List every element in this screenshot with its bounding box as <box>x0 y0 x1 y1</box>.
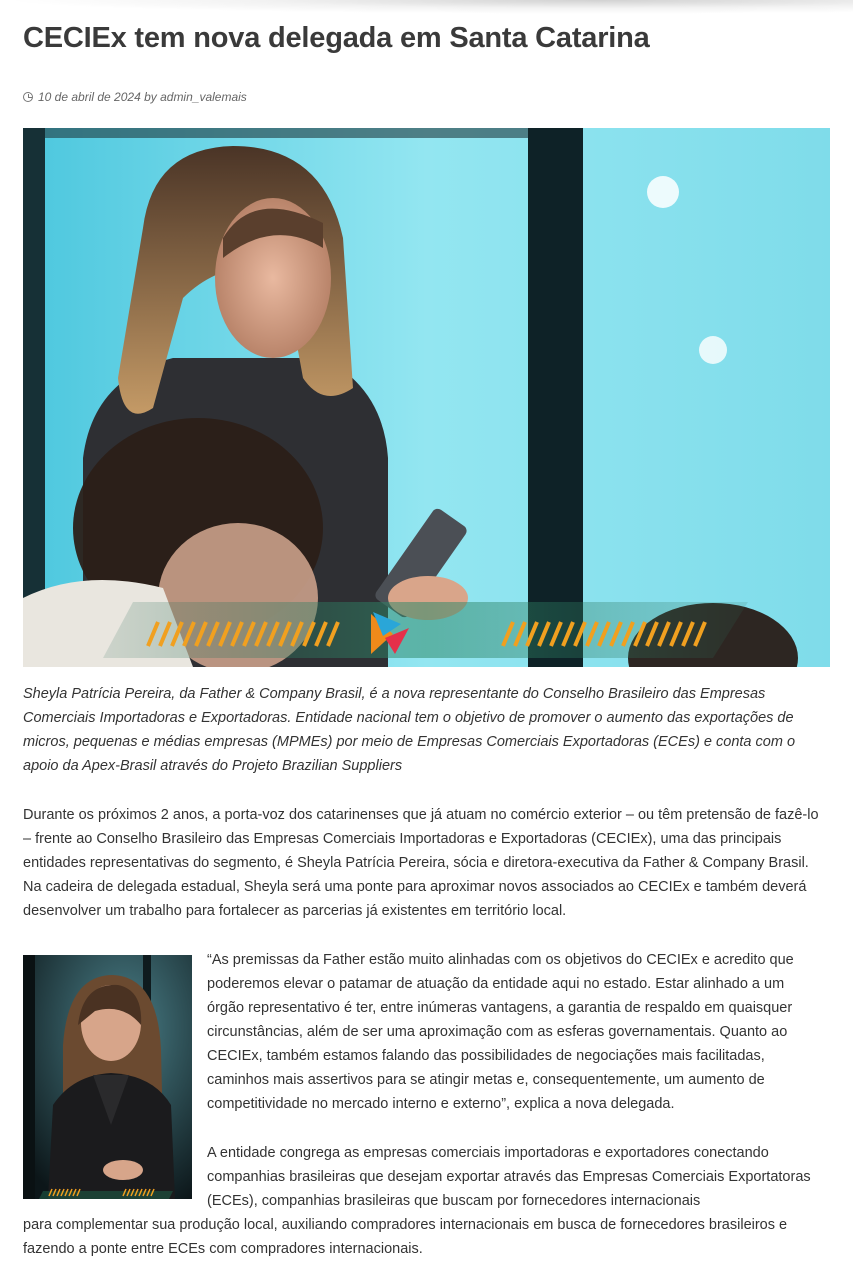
quote-paragraph: “As premissas da Father estão muito alinhadas com os objetivos do CECIEx e acredito que poderemos elevar o patamar de atuação da entidade aqui no estado. Estar alinhado a um órgão representativo é ter, entre inúmeras vantagens, a garantia de respaldo em quaisquer circunstâncias, além de ser uma aproximação com as esferas governamentais. Quanto ao CECIEx, também estamos falando das possibilidades de negociações mais facilitadas, caminhos mais assertivos para se atingir metas e, consequentemente, um aumento de competitividade no mercado interno e externo”, explica a nova delegada. <box>207 952 794 1112</box>
portrait-image <box>23 955 192 1199</box>
clock-icon <box>23 92 33 102</box>
image-caption: Sheyla Patrícia Pereira, da Father & Company Brasil, é a nova representante do Conselho Brasileiro das Empresas Comerciais Importadoras e Exportadoras. Entidade nacional tem o objetivo de promover o aumento das exportações de micros, pequenas e médias empresas (MPMEs) por meio de Empresas Comerciais Exportadoras (ECEs) e conta com o apoio da Apex-Brasil através do Projeto Brazilian Suppliers <box>23 686 796 774</box>
article-date-author: 10 de abril de 2024 by admin_valemais <box>38 90 247 104</box>
paragraph-3-start: A entidade congrega as empresas comerciais importadoras e exportadores conectando companhias brasileiras que desejam exportar através das Empresas Comerciais Exportatoras (ECEs), companhias brasileiras que buscam por fornecedores internacionais <box>207 1145 811 1209</box>
top-shadow <box>0 0 853 14</box>
article-title: CECIEx tem nova delegada em Santa Catarina <box>23 22 650 54</box>
article-meta <box>23 90 247 104</box>
hero-image <box>23 128 830 667</box>
paragraph-1: Durante os próximos 2 anos, a porta-voz dos catarinenses que já atuam no comércio exterior – ou têm pretensão de fazê-lo – frente ao Conselho Brasileiro das Empresas Comerciais Importadoras e Exportadoras (CECIEx), uma das principais entidades representativas do segmento, é Sheyla Patrícia Pereira, sócia e diretora-executiva da Father & Company Brasil. Na cadeira de delegada estadual, Sheyla será uma ponte para aproximar novos associados ao CECIEx e também deverá desenvolver um trabalho para fortalecer as parcerias já existentes em território local. <box>23 807 819 919</box>
paragraph-3-end: para complementar sua produção local, auxiliando compradores internacionais em busca de fornecedores brasileiros e fazendo a ponte entre ECEs com compradores internacionais. <box>23 1217 788 1257</box>
